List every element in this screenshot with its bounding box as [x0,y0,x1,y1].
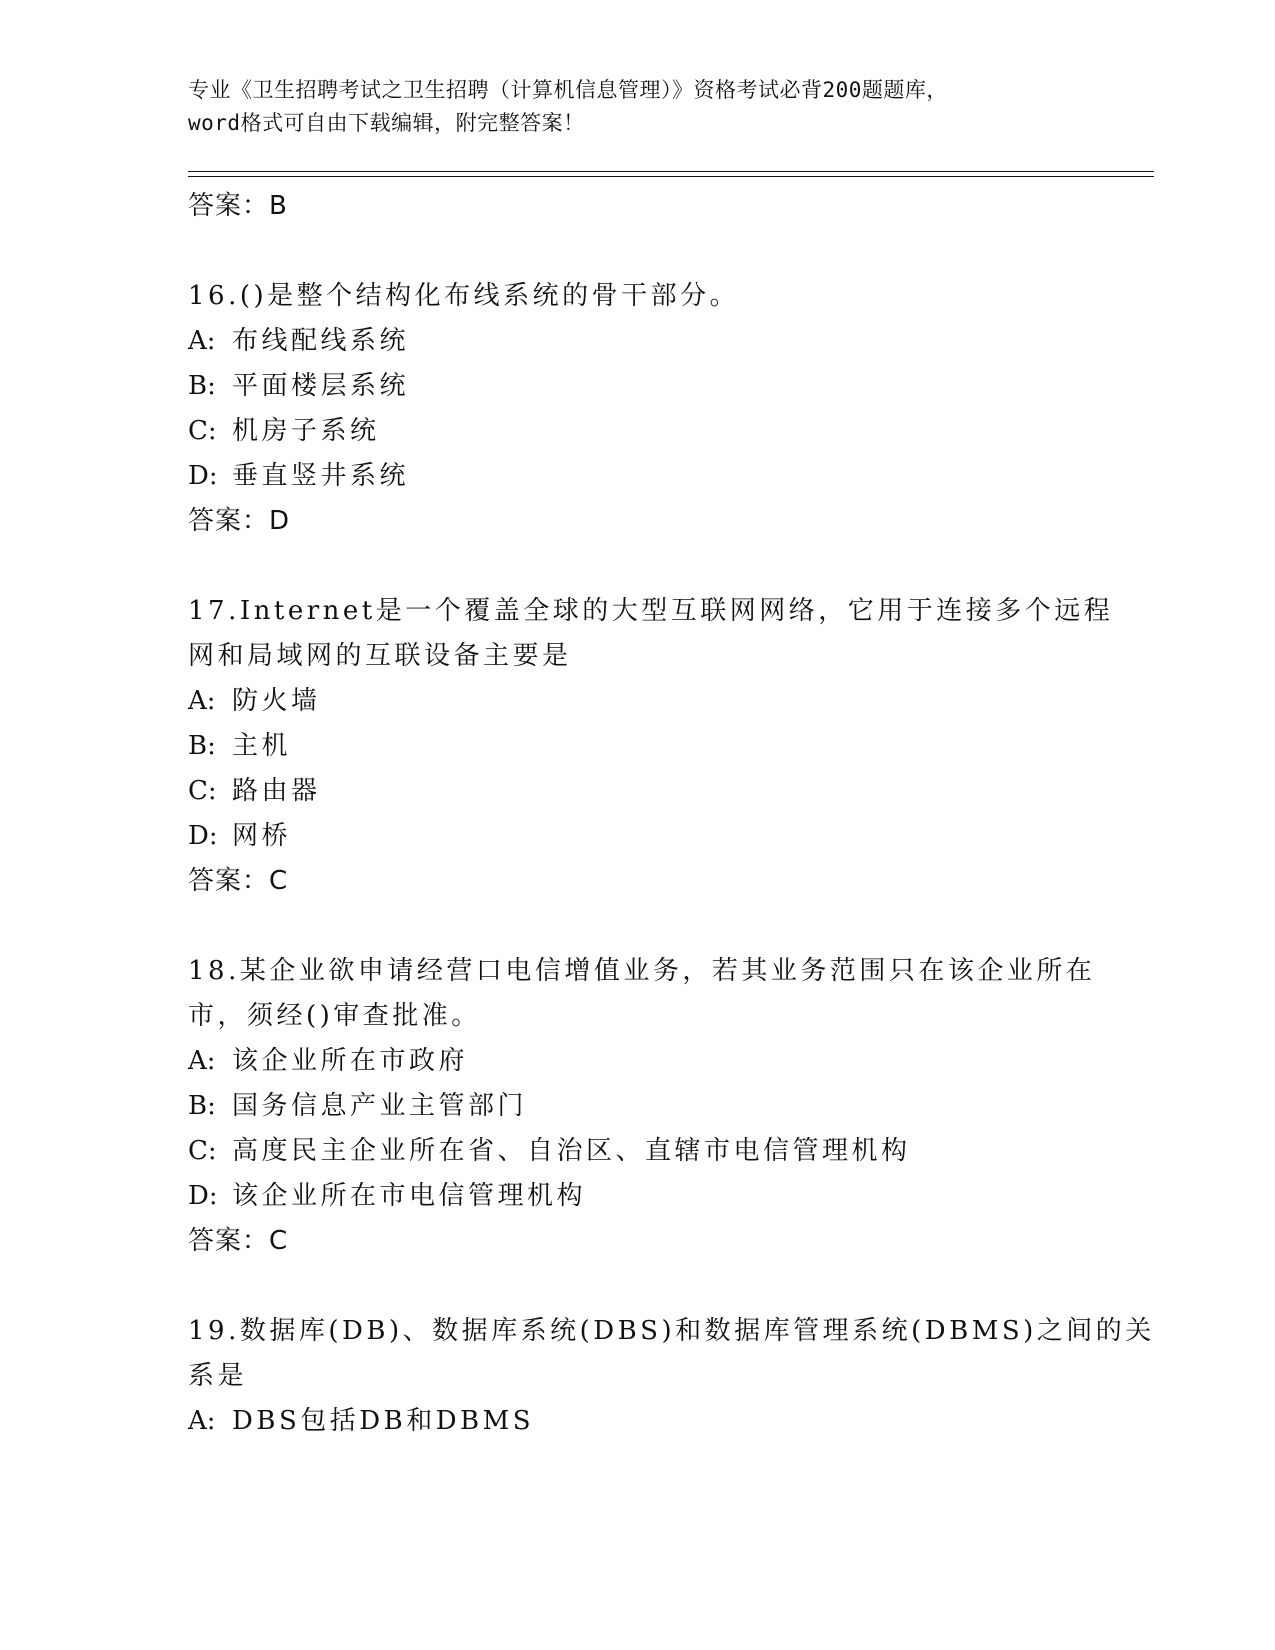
option-text: 国务信息产业主管部门 [232,1091,528,1121]
question-block [188,589,1114,905]
option-key: B: [188,731,216,761]
option-d [188,454,1088,499]
header-divider-top [188,171,1154,172]
question-block [188,1309,1155,1444]
option-text: 网桥 [232,821,292,851]
option-c [188,409,1088,454]
option-key: B: [188,371,216,401]
question-text-line: 17.Internet是一个覆盖全球的大型互联网网络，它用于连接多个远程 [188,596,1114,626]
answer-line [188,859,1088,905]
question-text-line: 系是 [188,1361,248,1391]
option-key: C: [188,1136,217,1166]
option-b [188,724,1088,769]
option-key: D: [188,461,218,491]
answer-label: 答案： [188,1226,270,1256]
option-text: 路由器 [232,776,321,806]
answer-value: B [269,191,288,221]
option-a [188,1039,1088,1084]
option-c [188,1129,1088,1174]
option-b [188,1084,1088,1129]
option-key: B: [188,1091,216,1121]
option-a [188,679,1088,724]
option-text: 主机 [232,731,292,761]
option-key: C: [188,416,217,446]
answer-line [188,499,1088,545]
option-key: A: [188,326,216,356]
answer-value: D [269,506,291,536]
question-text-line: 19.数据库(DB)、数据库系统(DBS)和数据库管理系统(DBMS)之间的关 [188,1316,1155,1346]
option-c [188,769,1088,814]
answer-label: 答案： [188,866,270,896]
answer-line [188,184,1088,230]
answer-label: 答案： [188,191,270,221]
option-d [188,814,1088,859]
option-text: 机房子系统 [232,416,380,446]
option-key: C: [188,776,217,806]
option-key: D: [188,821,218,851]
option-key: A: [188,1406,216,1436]
option-text: DBS包括DB和DBMS [232,1406,535,1436]
option-key: A: [188,686,216,716]
question-text-line: 18.某企业欲申请经营口电信增值业务，若其业务范围只在该企业所在 [188,956,1096,986]
option-text: 防火墙 [232,686,321,716]
answer-value: C [269,866,289,896]
option-key: A: [188,1046,216,1076]
answer-line [188,1219,1088,1265]
header-line-2: word格式可自由下载编辑，附完整答案！ [188,111,585,135]
document-header [188,74,1088,140]
option-a [188,319,1088,364]
option-key: D: [188,1181,218,1211]
option-text: 高度民主企业所在省、自治区、直辖市电信管理机构 [232,1136,911,1166]
option-text: 垂直竖井系统 [232,461,410,491]
option-text: 布线配线系统 [232,326,410,356]
option-b [188,364,1088,409]
answer-value: C [269,1226,289,1256]
answer-label: 答案： [188,506,270,536]
option-a [188,1399,1088,1444]
question-block [188,949,1096,1265]
question-text-line: 16.()是整个结构化布线系统的骨干部分。 [188,281,740,311]
option-d [188,1174,1088,1219]
option-text: 该企业所在市电信管理机构 [232,1181,587,1211]
question-text-line: 网和局域网的互联设备主要是 [188,641,572,671]
question-list [188,184,1155,1444]
question-text-line: 市，须经()审查批准。 [188,1001,481,1031]
option-text: 该企业所在市政府 [232,1046,469,1076]
header-divider-bottom [188,176,1154,177]
header-line-1: 专业《卫生招聘考试之卫生招聘（计算机信息管理）》资格考试必背200题题库， [188,78,948,102]
option-text: 平面楼层系统 [232,371,410,401]
question-block [188,274,1088,545]
